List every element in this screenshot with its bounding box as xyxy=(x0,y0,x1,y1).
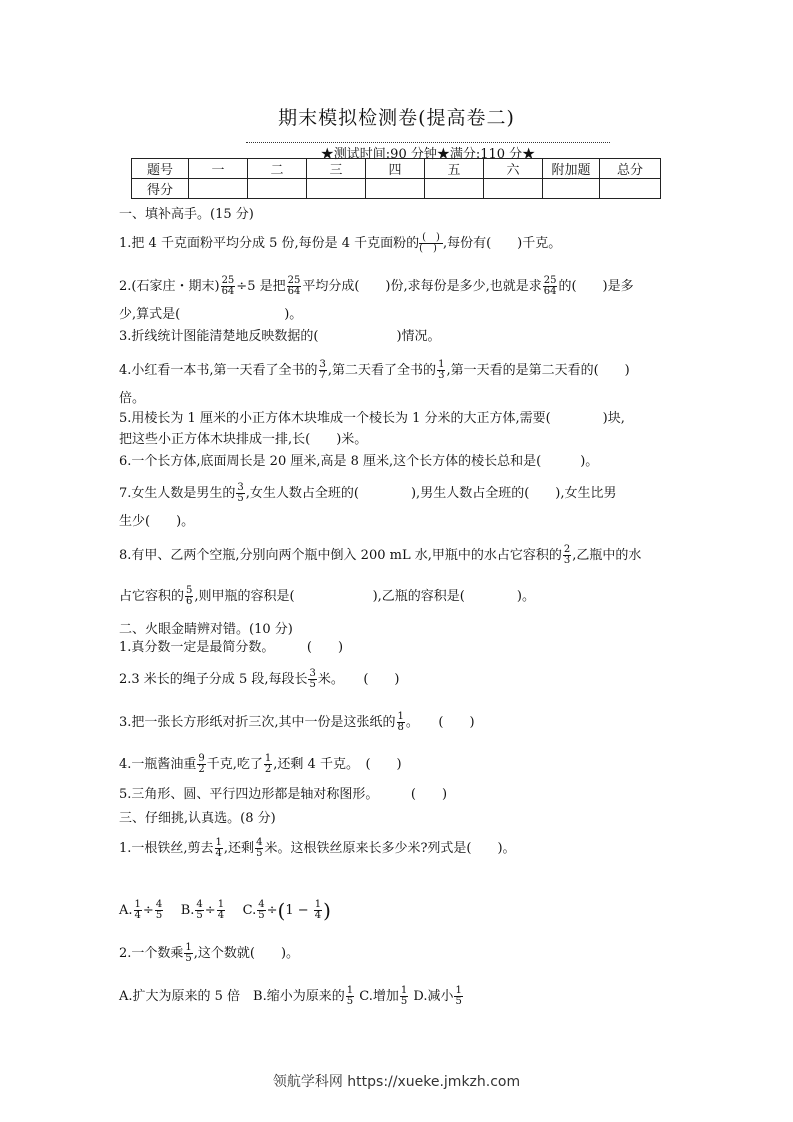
option-text[interactable]: A.扩大为原来的 5 倍 B.缩小为原来的 xyxy=(119,989,345,1004)
fraction-denominator: 2 xyxy=(264,764,272,775)
fraction-denominator: 3 xyxy=(438,370,445,381)
score-row-label: 得分 xyxy=(132,179,189,199)
fraction-numerator: 25 xyxy=(543,275,557,286)
fraction-numerator: 4 xyxy=(256,837,263,848)
fraction-denominator: 4 xyxy=(217,910,225,921)
score-header-cell: 附加题 xyxy=(543,159,600,179)
question-1-8 xyxy=(119,545,641,566)
question-2-1: 1.真分数一定是最简分数。 ( ) xyxy=(119,640,344,655)
question-1-7 xyxy=(119,483,616,504)
score-header-cell: 题号 xyxy=(132,159,189,179)
fraction xyxy=(397,712,405,733)
fraction-numerator: 3 xyxy=(319,359,326,370)
section-3-heading: 三、仔细挑,认真选。(8 分) xyxy=(119,811,276,826)
question-text: 的( )是多 xyxy=(558,279,634,294)
question-1-1 xyxy=(119,233,561,254)
fraction xyxy=(215,838,223,859)
fraction-denominator: 4 xyxy=(215,848,222,859)
fraction xyxy=(221,276,236,297)
fraction xyxy=(197,754,205,775)
question-1-7-line2: 生少( )。 xyxy=(119,514,195,529)
question-1-2-line2: 少,算式是( )。 xyxy=(119,307,303,322)
fraction-numerator: ( ) xyxy=(419,233,443,244)
fraction-numerator: 1 xyxy=(264,753,272,764)
fraction-numerator: 1 xyxy=(455,985,462,996)
fraction-numerator: 4 xyxy=(196,899,203,910)
question-text: 2.一个数乘 xyxy=(119,946,184,961)
question-1-5-line2: 把这些小正方体木块排成一排,长( )米。 xyxy=(119,432,368,447)
fraction-denominator: 64 xyxy=(287,286,301,297)
fraction-denominator: 5 xyxy=(400,996,408,1007)
option-text[interactable]: C.增加 xyxy=(355,989,399,1004)
fraction-denominator: 5 xyxy=(155,910,163,921)
fraction-denominator: 5 xyxy=(185,953,192,964)
fraction xyxy=(319,360,327,381)
fraction xyxy=(543,276,558,297)
question-2-3 xyxy=(119,712,475,733)
question-text: ,还剩 4 千克。 ( ) xyxy=(273,757,402,772)
fraction xyxy=(195,900,203,921)
question-text: 米。 ( ) xyxy=(317,672,400,687)
fraction-numerator: 3 xyxy=(237,482,244,493)
fraction-denominator: 4 xyxy=(134,910,141,921)
fraction-denominator: 4 xyxy=(314,910,322,921)
question-text: 千克,吃了 xyxy=(206,757,263,772)
section-1-heading: 一、填补高手。(15 分) xyxy=(119,207,254,222)
score-table-score-row xyxy=(132,179,661,199)
question-text: 4.小红看一本书,第一天看了全书的 xyxy=(119,363,318,378)
fraction-numerator: 9 xyxy=(198,753,205,764)
question-3-1-options xyxy=(119,900,331,921)
fraction xyxy=(257,900,265,921)
score-header-cell: 三 xyxy=(307,159,366,179)
question-text: 1.把 4 千克面粉平均分成 5 份,每份是 4 千克面粉的 xyxy=(119,236,420,251)
question-1-8-line2 xyxy=(119,586,535,607)
question-text: 米。这根铁丝原来长多少米?列式是( )。 xyxy=(264,841,516,856)
score-header-cell: 四 xyxy=(366,159,425,179)
fraction-numerator: 1 xyxy=(397,711,404,722)
fraction-numerator: 2 xyxy=(563,544,571,555)
fraction-denominator: ( ) xyxy=(419,243,437,254)
score-header-cell: 总分 xyxy=(600,159,661,179)
fraction-denominator: 6 xyxy=(186,596,193,607)
question-text: 1.一根铁丝,剪去 xyxy=(119,841,214,856)
question-text: 2.3 米长的绳子分成 5 段,每段长 xyxy=(119,672,308,687)
fraction-numerator: 4 xyxy=(155,899,163,910)
score-cell[interactable] xyxy=(307,179,366,199)
fraction xyxy=(236,483,244,504)
score-header-cell: 六 xyxy=(484,159,543,179)
option-label: B. xyxy=(180,903,195,918)
score-cell[interactable] xyxy=(425,179,484,199)
fraction xyxy=(563,545,571,566)
option-label: C. xyxy=(242,903,257,918)
fraction-denominator: 5 xyxy=(237,493,244,504)
score-cell[interactable] xyxy=(484,179,543,199)
question-text: 7.女生人数是男生的 xyxy=(119,486,236,501)
fraction-denominator: 5 xyxy=(455,996,462,1007)
question-text: ,乙瓶中的水 xyxy=(572,548,642,563)
score-header-cell: 一 xyxy=(189,159,248,179)
question-2-5: 5.三角形、圆、平行四边形都是轴对称图形。 ( ) xyxy=(119,787,448,802)
fraction xyxy=(454,986,462,1007)
fraction-denominator: 2 xyxy=(198,764,205,775)
fraction-numerator: 25 xyxy=(287,275,301,286)
fraction-numerator: 1 xyxy=(215,837,222,848)
question-text: 4.一瓶酱油重 xyxy=(119,757,197,772)
question-text: ,第二天看了全书的 xyxy=(327,363,437,378)
option-a[interactable] xyxy=(119,899,164,921)
question-text: ,每份有( )千克。 xyxy=(442,236,562,251)
fraction xyxy=(255,838,263,859)
score-table xyxy=(131,158,661,199)
paren: ) xyxy=(323,898,331,923)
fraction-denominator: 64 xyxy=(543,286,557,297)
fraction-numerator: 1 xyxy=(400,985,408,996)
fraction xyxy=(134,900,142,921)
fraction xyxy=(185,586,193,607)
option-b[interactable] xyxy=(180,899,226,921)
fraction xyxy=(400,986,408,1007)
question-2-2 xyxy=(119,669,400,690)
fraction-numerator: 5 xyxy=(186,585,193,596)
question-text: 2.(石家庄・期末) xyxy=(119,279,220,294)
operator: ÷ xyxy=(266,903,278,918)
fraction-numerator: 1 xyxy=(217,899,225,910)
question-3-2-options xyxy=(119,986,464,1007)
question-3-2 xyxy=(119,943,299,964)
question-1-2 xyxy=(119,276,634,297)
fraction-numerator: 1 xyxy=(185,942,192,953)
question-text: ,女生人数占全班的( ),男生人数占全班的( ),女生比男 xyxy=(245,486,617,501)
question-text: 3.把一张长方形纸对折三次,其中一份是这张纸的 xyxy=(119,715,396,730)
fraction xyxy=(184,943,192,964)
score-cell[interactable] xyxy=(366,179,425,199)
fraction-denominator: 5 xyxy=(196,910,203,921)
fraction-denominator: 8 xyxy=(397,722,404,733)
fraction-denominator: 5 xyxy=(256,848,263,859)
fraction xyxy=(155,900,163,921)
question-text: ,则甲瓶的容积是( ),乙瓶的容积是( )。 xyxy=(194,589,535,604)
fraction xyxy=(287,276,302,297)
question-text: 平均分成( )份,求每份是多少,也就是求 xyxy=(302,279,542,294)
fraction xyxy=(264,754,272,775)
section-2-heading: 二、火眼金睛辨对错。(10 分) xyxy=(119,622,293,637)
fraction xyxy=(346,986,354,1007)
fraction-denominator: 3 xyxy=(563,555,571,566)
question-1-3: 3.折线统计图能清楚地反映数据的( )情况。 xyxy=(119,329,441,344)
question-1-4 xyxy=(119,360,630,381)
question-1-6: 6.一个长方体,底面周长是 20 厘米,高是 8 厘米,这个长方体的棱长总和是( )。 xyxy=(119,454,599,469)
question-text: ,第一天看的是第二天看的( ) xyxy=(446,363,630,378)
question-2-4 xyxy=(119,754,402,775)
question-text: ,还剩 xyxy=(223,841,255,856)
question-text: 8.有甲、乙两个空瓶,分别向两个瓶中倒入 200 mL 水,甲瓶中的水占它容积的 xyxy=(119,548,562,563)
page-title: 期末模拟检测卷(提高卷二) xyxy=(278,107,515,129)
score-table-header-row xyxy=(132,159,661,179)
score-cell[interactable] xyxy=(600,179,661,199)
blank-fraction[interactable] xyxy=(419,233,443,254)
operator: ÷ xyxy=(142,903,154,918)
fraction-numerator: 1 xyxy=(314,899,322,910)
score-cell[interactable] xyxy=(189,179,248,199)
operator: ÷ xyxy=(204,903,216,918)
question-text: ,这个数就( )。 xyxy=(193,946,300,961)
fraction-numerator: 3 xyxy=(309,668,316,679)
option-c[interactable] xyxy=(242,898,331,923)
question-text: ÷5 是把 xyxy=(236,279,286,294)
paren: ( xyxy=(277,898,286,923)
fraction-denominator: 5 xyxy=(346,996,354,1007)
question-3-1 xyxy=(119,838,516,859)
score-header-cell: 五 xyxy=(425,159,484,179)
option-label: A. xyxy=(119,903,133,918)
question-1-5-line1: 5.用棱长为 1 厘米的小正方体木块堆成一个棱长为 1 分米的大正方体,需要( )块, xyxy=(119,411,625,426)
fraction-denominator: 5 xyxy=(258,910,265,921)
fraction xyxy=(217,900,225,921)
fraction-numerator: 4 xyxy=(258,899,265,910)
fraction-denominator: 64 xyxy=(221,286,235,297)
fraction-numerator: 1 xyxy=(438,359,445,370)
fraction xyxy=(437,360,445,381)
score-cell[interactable] xyxy=(248,179,307,199)
fraction-numerator: 25 xyxy=(221,275,235,286)
fraction xyxy=(314,900,322,921)
footer-watermark: 领航学科网 https://xueke.jmkzh.com xyxy=(272,1074,521,1090)
fraction-denominator: 7 xyxy=(319,370,326,381)
exam-info: ★测试时间:90 分钟★满分:110 分★ xyxy=(246,142,610,162)
option-text: 1 − xyxy=(285,903,313,918)
option-text[interactable]: D.减小 xyxy=(409,989,454,1004)
question-text: 。 ( ) xyxy=(405,715,475,730)
fraction xyxy=(308,669,316,690)
fraction-denominator: 5 xyxy=(309,679,316,690)
score-header-cell: 二 xyxy=(248,159,307,179)
question-text: 占它容积的 xyxy=(119,589,185,604)
fraction-numerator: 1 xyxy=(134,899,141,910)
fraction-numerator: 1 xyxy=(346,985,354,996)
score-cell[interactable] xyxy=(543,179,600,199)
question-1-4-line2: 倍。 xyxy=(119,391,146,406)
